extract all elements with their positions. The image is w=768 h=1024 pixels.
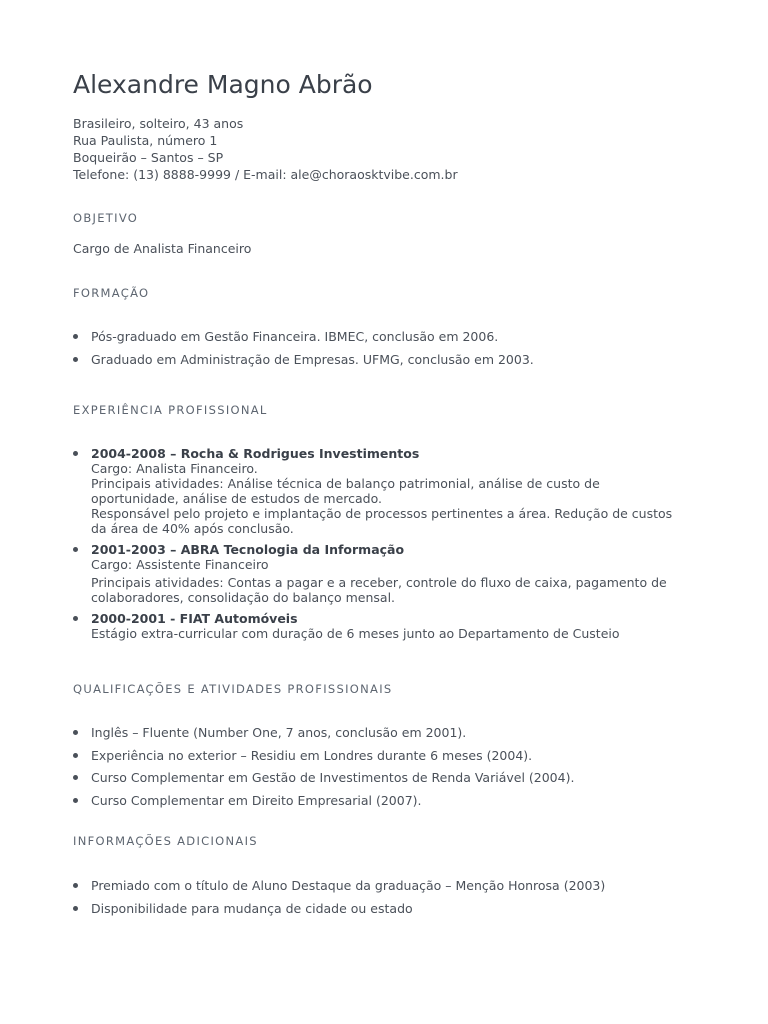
address-street: Rua Paulista, número 1: [73, 133, 218, 148]
qualificacoes-list: [73, 725, 574, 815]
section-title-qualificacoes: QUALIFICAÇÕES E ATIVIDADES PROFISSIONAIS: [73, 682, 393, 696]
list-item: Pós-graduado em Gestão Financeira. IBMEC, conclusão em 2006.: [73, 329, 534, 344]
job-heading: 2004-2008 – Rocha & Rodrigues Investimentos: [91, 446, 420, 461]
list-item: Graduado em Administração de Empresas. UFMG, conclusão em 2003.: [73, 352, 534, 367]
personal-info: Brasileiro, solteiro, 43 anos: [73, 116, 244, 131]
contact-block: [73, 115, 458, 183]
bullet-icon: [73, 616, 78, 621]
phone-email: Telefone: (13) 8888-9999 / E-mail: ale@choraosktvibe.com.br: [73, 167, 458, 182]
job-heading: 2000-2001 - FIAT Automóveis: [91, 611, 298, 626]
bullet-icon: [73, 798, 78, 803]
list-item: Experiência no exterior – Residiu em Londres durante 6 meses (2004).: [73, 748, 574, 763]
list-item: Curso Complementar em Direito Empresarial (2007).: [73, 793, 574, 808]
bullet-icon: [73, 730, 78, 735]
list-item: 2000-2001 - FIAT Automóveis Estágio extra-curricular com duração de 6 meses junto ao Departamento de Custeio: [73, 611, 713, 641]
list-item: 2004-2008 – Rocha & Rodrigues Investimentos Cargo: Analista Financeiro. Principais atividades: Análise técnica de balanço patrimonial, análise de custo de oportunidade, análise de estudos de mercado. Responsável pelo projeto e implantação de processos pertinentes a área. Redução de custos da área de 40% após conclusão.: [73, 446, 713, 536]
job-heading: 2001-2003 – ABRA Tecnologia da Informação: [91, 542, 405, 557]
bullet-icon: [73, 775, 78, 780]
list-item: 2001-2003 – ABRA Tecnologia da Informação Cargo: Assistente Financeiro Principais atividades: Contas a pagar e a receber, controle do fluxo de caixa, pagamento de colaboradores, consolidação do balanço mensal.: [73, 542, 713, 605]
address-city: Boqueirão – Santos – SP: [73, 150, 224, 165]
list-item: Inglês – Fluente (Number One, 7 anos, conclusão em 2001).: [73, 725, 574, 740]
bullet-icon: [73, 753, 78, 758]
objetivo-text: Cargo de Analista Financeiro: [73, 241, 252, 256]
bullet-icon: [73, 357, 78, 362]
bullet-icon: [73, 883, 78, 888]
adicionais-list: [73, 878, 605, 923]
list-item: Curso Complementar em Gestão de Investimentos de Renda Variável (2004).: [73, 770, 574, 785]
section-title-objetivo: OBJETIVO: [73, 211, 139, 225]
formacao-list: [73, 329, 534, 374]
list-item: Disponibilidade para mudança de cidade ou estado: [73, 901, 605, 916]
list-item: Premiado com o título de Aluno Destaque da graduação – Menção Honrosa (2003): [73, 878, 605, 893]
candidate-name: Alexandre Magno Abrão: [73, 70, 373, 99]
bullet-icon: [73, 547, 78, 552]
experiencia-list: [73, 446, 713, 647]
section-title-formacao: FORMAÇÃO: [73, 286, 150, 300]
bullet-icon: [73, 451, 78, 456]
section-title-experiencia: EXPERIÊNCIA PROFISSIONAL: [73, 403, 268, 417]
bullet-icon: [73, 334, 78, 339]
section-title-adicionais: INFORMAÇÕES ADICIONAIS: [73, 834, 258, 848]
bullet-icon: [73, 906, 78, 911]
